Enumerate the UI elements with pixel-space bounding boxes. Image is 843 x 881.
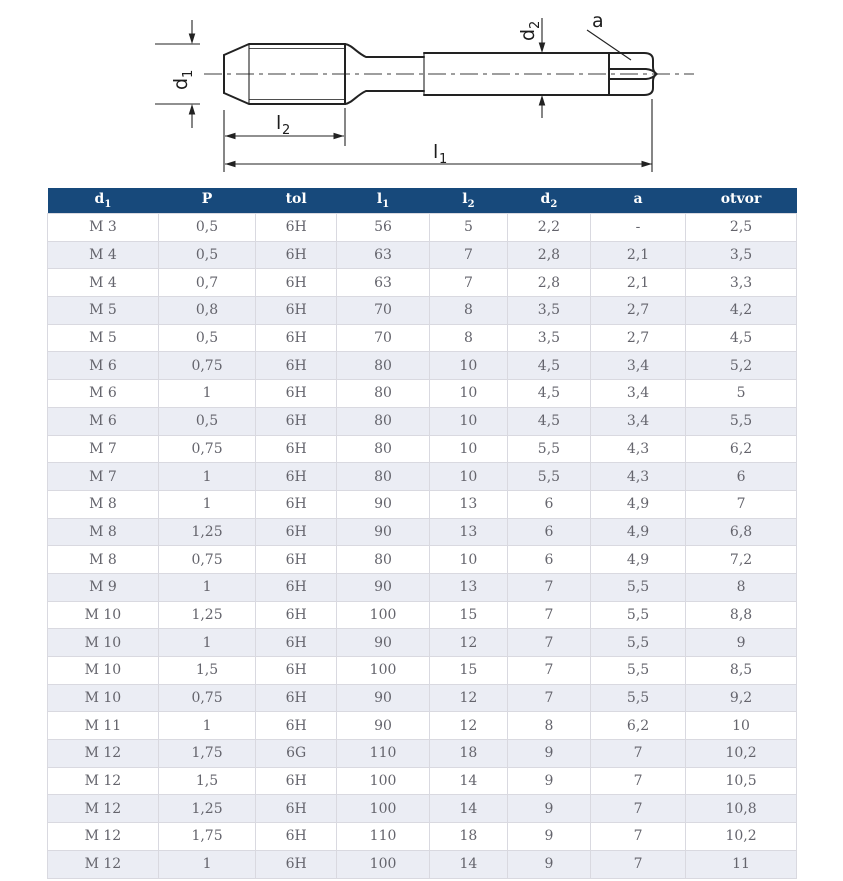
- table-cell: 80: [337, 546, 430, 574]
- table-cell: M 6: [48, 352, 159, 380]
- label-d1: [170, 70, 196, 90]
- table-cell: 3,5: [507, 297, 590, 325]
- table-cell: 6H: [256, 657, 337, 685]
- table-cell: 6H: [256, 712, 337, 740]
- table-cell: 8: [507, 712, 590, 740]
- table-cell: 18: [429, 823, 507, 851]
- table-cell: 1: [158, 712, 255, 740]
- table-cell: M 12: [48, 850, 159, 878]
- dimension-d1: [155, 20, 200, 128]
- table-cell: 13: [429, 573, 507, 601]
- table-cell: 4,3: [590, 463, 685, 491]
- table-cell: 9: [507, 740, 590, 768]
- table-cell: 1: [158, 629, 255, 657]
- table-cell: 14: [429, 850, 507, 878]
- table-cell: 6H: [256, 490, 337, 518]
- table-cell: 0,5: [158, 407, 255, 435]
- table-cell: 2,8: [507, 241, 590, 269]
- table-cell: 8,5: [686, 657, 797, 685]
- table-cell: M 5: [48, 324, 159, 352]
- table-cell: 6H: [256, 324, 337, 352]
- table-cell: 0,75: [158, 684, 255, 712]
- table-cell: 6H: [256, 241, 337, 269]
- table-cell: 6: [686, 463, 797, 491]
- table-cell: 1,5: [158, 767, 255, 795]
- table-cell: 110: [337, 740, 430, 768]
- table-cell: M 11: [48, 712, 159, 740]
- table-cell: 6H: [256, 850, 337, 878]
- table-cell: 0,5: [158, 214, 255, 242]
- svg-text:2: 2: [282, 123, 291, 138]
- label-l1: [433, 141, 447, 167]
- table-cell: 10,2: [686, 740, 797, 768]
- table-cell: 3,4: [590, 352, 685, 380]
- table-cell: 90: [337, 712, 430, 740]
- table-cell: 6H: [256, 823, 337, 851]
- table-cell: 8: [429, 297, 507, 325]
- table-cell: 100: [337, 850, 430, 878]
- table-cell: M 9: [48, 573, 159, 601]
- table-cell: 80: [337, 435, 430, 463]
- table-cell: M 8: [48, 546, 159, 574]
- column-header-d2: $d_2$: [507, 188, 590, 214]
- table-cell: 0,8: [158, 297, 255, 325]
- label-l2: [276, 112, 290, 138]
- svg-text:l: l: [433, 141, 439, 163]
- table-cell: 13: [429, 518, 507, 546]
- table-cell: 5,5: [590, 629, 685, 657]
- table-row: [48, 546, 797, 574]
- table-cell: M 7: [48, 463, 159, 491]
- table-cell: 56: [337, 214, 430, 242]
- table-cell: 7: [590, 823, 685, 851]
- table-cell: 100: [337, 657, 430, 685]
- table-cell: 10: [429, 463, 507, 491]
- table-row: [48, 629, 797, 657]
- table-cell: 2,8: [507, 269, 590, 297]
- table-cell: 4,5: [507, 352, 590, 380]
- table-cell: 6H: [256, 518, 337, 546]
- table-cell: 10: [429, 380, 507, 408]
- table-cell: 6H: [256, 435, 337, 463]
- column-header-d1: $d_1$: [48, 188, 159, 214]
- table-cell: 8,8: [686, 601, 797, 629]
- table-cell: 7: [429, 269, 507, 297]
- svg-text:d: d: [517, 28, 539, 41]
- table-cell: 6H: [256, 463, 337, 491]
- table-cell: 6,8: [686, 518, 797, 546]
- table-cell: 1,25: [158, 518, 255, 546]
- table-cell: 100: [337, 601, 430, 629]
- table-cell: 0,75: [158, 435, 255, 463]
- table-cell: 6H: [256, 269, 337, 297]
- table-cell: 6,2: [590, 712, 685, 740]
- table-cell: 7: [686, 490, 797, 518]
- table-row: [48, 490, 797, 518]
- table-cell: 10: [686, 712, 797, 740]
- table-row: [48, 463, 797, 491]
- table-header: [48, 188, 797, 214]
- label-a: a: [592, 10, 604, 32]
- table-cell: M 10: [48, 684, 159, 712]
- table-cell: 4,5: [686, 324, 797, 352]
- table-cell: 0,7: [158, 269, 255, 297]
- table-cell: 90: [337, 573, 430, 601]
- svg-text:2: 2: [528, 20, 543, 29]
- table-cell: 1: [158, 850, 255, 878]
- table-cell: 7: [429, 241, 507, 269]
- table-cell: 6: [507, 546, 590, 574]
- table-cell: 80: [337, 407, 430, 435]
- table-cell: 90: [337, 684, 430, 712]
- table-cell: 80: [337, 352, 430, 380]
- table-cell: 6G: [256, 740, 337, 768]
- table-header-row: [48, 188, 797, 214]
- column-header-l1: $l_1$: [337, 188, 430, 214]
- table-cell: 6H: [256, 407, 337, 435]
- table-body: [48, 214, 797, 879]
- table-cell: 7: [590, 767, 685, 795]
- table-cell: 4,5: [507, 380, 590, 408]
- table-row: [48, 684, 797, 712]
- table-cell: 1: [158, 463, 255, 491]
- table-cell: 13: [429, 490, 507, 518]
- table-cell: 6H: [256, 214, 337, 242]
- table-cell: M 8: [48, 518, 159, 546]
- table-cell: 70: [337, 324, 430, 352]
- table-cell: 0,5: [158, 324, 255, 352]
- table-cell: 3,3: [686, 269, 797, 297]
- table-cell: 9: [507, 767, 590, 795]
- column-header-p: P: [158, 188, 255, 214]
- table-cell: 10: [429, 435, 507, 463]
- table-cell: 5,5: [590, 684, 685, 712]
- table-cell: M 12: [48, 767, 159, 795]
- table-cell: M 4: [48, 241, 159, 269]
- table-cell: 9: [686, 629, 797, 657]
- table-cell: M 4: [48, 269, 159, 297]
- table-cell: M 6: [48, 407, 159, 435]
- table-row: [48, 712, 797, 740]
- table-cell: 2,2: [507, 214, 590, 242]
- table-cell: 5,5: [590, 601, 685, 629]
- table-cell: 12: [429, 684, 507, 712]
- table-cell: 80: [337, 463, 430, 491]
- tap-spec-table: [47, 188, 797, 879]
- table-cell: 7: [590, 850, 685, 878]
- table-cell: 15: [429, 601, 507, 629]
- table-cell: 3,5: [507, 324, 590, 352]
- table-cell: 15: [429, 657, 507, 685]
- table-cell: 1,75: [158, 740, 255, 768]
- column-header-tol: tol: [256, 188, 337, 214]
- table-row: [48, 767, 797, 795]
- table-cell: 8: [429, 324, 507, 352]
- svg-text:d: d: [170, 77, 192, 90]
- table-row: [48, 823, 797, 851]
- table-cell: 3,5: [686, 241, 797, 269]
- table-cell: 5,5: [686, 407, 797, 435]
- table-cell: 7: [590, 795, 685, 823]
- table-cell: 7: [507, 573, 590, 601]
- svg-text:1: 1: [181, 69, 196, 78]
- table-cell: 7: [507, 629, 590, 657]
- table-cell: 90: [337, 518, 430, 546]
- table-cell: M 10: [48, 601, 159, 629]
- table-cell: 5,5: [507, 435, 590, 463]
- table-cell: M 12: [48, 823, 159, 851]
- table-cell: 100: [337, 795, 430, 823]
- table-cell: 70: [337, 297, 430, 325]
- table-cell: 10: [429, 352, 507, 380]
- table-cell: 6H: [256, 352, 337, 380]
- table-cell: 10: [429, 546, 507, 574]
- table-cell: 9: [507, 823, 590, 851]
- dimension-l2: [224, 108, 345, 172]
- table-cell: 10,5: [686, 767, 797, 795]
- table-cell: 90: [337, 490, 430, 518]
- table-cell: 6H: [256, 795, 337, 823]
- table-cell: 6H: [256, 573, 337, 601]
- table-cell: 6H: [256, 546, 337, 574]
- table-cell: 4,3: [590, 435, 685, 463]
- table-row: [48, 740, 797, 768]
- table-cell: 6H: [256, 767, 337, 795]
- table-cell: M 10: [48, 657, 159, 685]
- table-cell: 6H: [256, 601, 337, 629]
- table-cell: 5: [686, 380, 797, 408]
- table-cell: M 3: [48, 214, 159, 242]
- table-cell: 14: [429, 767, 507, 795]
- table-cell: 6H: [256, 629, 337, 657]
- table-row: [48, 241, 797, 269]
- table-cell: M 12: [48, 740, 159, 768]
- column-header-a: a: [590, 188, 685, 214]
- table-cell: 0,5: [158, 241, 255, 269]
- table-cell: 5,5: [507, 463, 590, 491]
- table-row: [48, 269, 797, 297]
- svg-text:l: l: [276, 112, 282, 134]
- table-cell: 6H: [256, 684, 337, 712]
- table-cell: 63: [337, 269, 430, 297]
- table-cell: 11: [686, 850, 797, 878]
- table-cell: 7: [507, 601, 590, 629]
- table-cell: 5,5: [590, 657, 685, 685]
- table-cell: 10,8: [686, 795, 797, 823]
- table-cell: 0,75: [158, 352, 255, 380]
- dimension-d2: [517, 18, 545, 118]
- table-cell: 4,5: [507, 407, 590, 435]
- table-cell: 4,2: [686, 297, 797, 325]
- table-cell: 10: [429, 407, 507, 435]
- table-cell: M 6: [48, 380, 159, 408]
- table-cell: M 10: [48, 629, 159, 657]
- table-cell: 2,1: [590, 269, 685, 297]
- table-cell: 18: [429, 740, 507, 768]
- table-row: [48, 352, 797, 380]
- table-cell: 7: [507, 657, 590, 685]
- table-cell: 0,75: [158, 546, 255, 574]
- table-cell: 4,9: [590, 518, 685, 546]
- table-cell: 2,5: [686, 214, 797, 242]
- table-cell: 1,25: [158, 795, 255, 823]
- table-cell: 1: [158, 380, 255, 408]
- table-row: [48, 380, 797, 408]
- table-row: [48, 601, 797, 629]
- table-cell: 9,2: [686, 684, 797, 712]
- table-cell: M 7: [48, 435, 159, 463]
- table-cell: 4,9: [590, 490, 685, 518]
- table-cell: 5,5: [590, 573, 685, 601]
- table-cell: M 12: [48, 795, 159, 823]
- table-cell: 3,4: [590, 380, 685, 408]
- table-cell: 5,2: [686, 352, 797, 380]
- table-row: [48, 324, 797, 352]
- svg-text:1: 1: [439, 152, 448, 167]
- table-cell: 80: [337, 380, 430, 408]
- table-cell: 100: [337, 767, 430, 795]
- table-cell: 1,75: [158, 823, 255, 851]
- table-cell: 90: [337, 629, 430, 657]
- table-cell: 9: [507, 850, 590, 878]
- table-cell: 14: [429, 795, 507, 823]
- table-row: [48, 850, 797, 878]
- table-cell: 7: [590, 740, 685, 768]
- table-cell: 12: [429, 629, 507, 657]
- table-cell: 3,4: [590, 407, 685, 435]
- table-row: [48, 795, 797, 823]
- table-cell: 1: [158, 490, 255, 518]
- table-cell: 6: [507, 518, 590, 546]
- table-cell: 7: [507, 684, 590, 712]
- table-cell: 9: [507, 795, 590, 823]
- table-cell: 1,5: [158, 657, 255, 685]
- table-cell: 2,1: [590, 241, 685, 269]
- table-cell: 1: [158, 573, 255, 601]
- table-cell: 6H: [256, 297, 337, 325]
- column-header-otvor: otvor: [686, 188, 797, 214]
- table-cell: 12: [429, 712, 507, 740]
- table-cell: -: [590, 214, 685, 242]
- tap-drawing-svg: [0, 0, 843, 186]
- table-cell: 8: [686, 573, 797, 601]
- table-row: [48, 297, 797, 325]
- table-cell: 4,9: [590, 546, 685, 574]
- table-cell: 5: [429, 214, 507, 242]
- table-cell: 6: [507, 490, 590, 518]
- column-header-l2: $l_2$: [429, 188, 507, 214]
- table-row: [48, 407, 797, 435]
- label-d2: [517, 21, 543, 41]
- table-row: [48, 214, 797, 242]
- table-cell: 110: [337, 823, 430, 851]
- table-cell: 63: [337, 241, 430, 269]
- table-cell: M 5: [48, 297, 159, 325]
- table-cell: 7,2: [686, 546, 797, 574]
- tap-technical-drawing: [0, 0, 843, 186]
- table-row: [48, 435, 797, 463]
- table-cell: 1,25: [158, 601, 255, 629]
- table-cell: 6H: [256, 380, 337, 408]
- table-row: [48, 573, 797, 601]
- table-cell: 2,7: [590, 297, 685, 325]
- table-cell: 10,2: [686, 823, 797, 851]
- table-row: [48, 657, 797, 685]
- table-row: [48, 518, 797, 546]
- table-cell: M 8: [48, 490, 159, 518]
- table-cell: 2,7: [590, 324, 685, 352]
- table-cell: 6,2: [686, 435, 797, 463]
